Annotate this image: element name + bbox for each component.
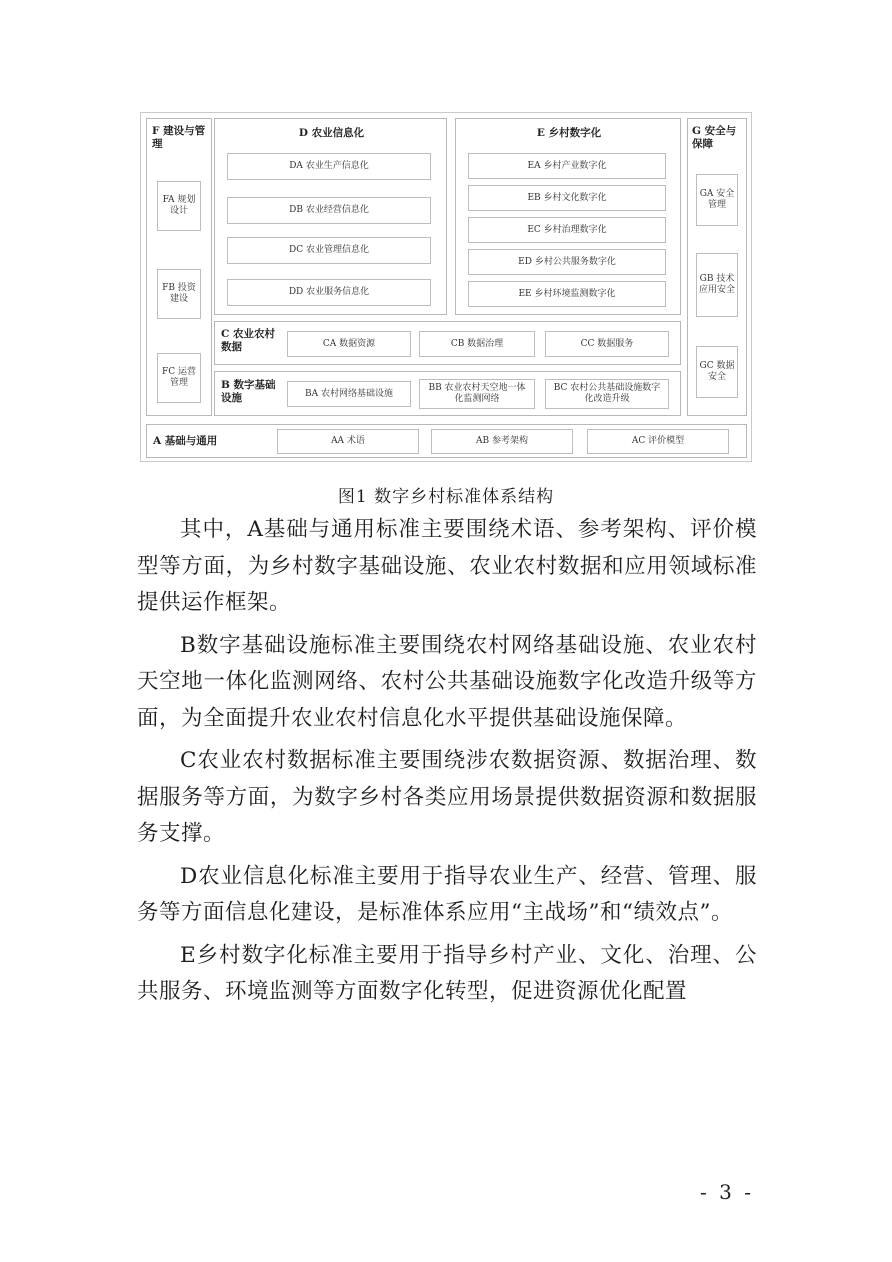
figure-caption: 图1 数字乡村标准体系结构 <box>337 487 555 507</box>
item-dd: DD 农业服务信息化 <box>227 279 431 306</box>
body-text <box>137 512 757 1011</box>
item-ca: CA 数据资源 <box>287 331 411 357</box>
item-dc: DC 农业管理信息化 <box>227 237 431 264</box>
item-cb: CB 数据治理 <box>419 331 535 357</box>
paragraph-b: B数字基础设施标准主要围绕农村网络基础设施、农业农村天空地一体化监测网络、农村公共基础设施数字化改造升级等方面，为全面提升农业农村信息化水平提供基础设施保障。 <box>137 632 757 731</box>
paragraph-a: 其中，A基础与通用标准主要围绕术语、参考架构、评价模型等方面，为乡村数字基础设施、农业农村数据和应用领域标准提供运作框架。 <box>137 517 757 615</box>
item-ga: GA 安全管理 <box>696 174 738 226</box>
group-d <box>214 118 447 315</box>
group-d-title: D 农业信息化 <box>298 127 365 139</box>
item-ba: BA 农村网络基础设施 <box>287 381 411 407</box>
item-ea: EA 乡村产业数字化 <box>468 153 666 179</box>
group-g <box>687 118 747 416</box>
group-f <box>146 118 212 416</box>
group-c <box>214 321 681 365</box>
item-ee: EE 乡村环境监测数字化 <box>468 281 666 307</box>
item-ac: AC 评价模型 <box>587 429 729 454</box>
group-a-title: A 基础与通用 <box>153 435 218 447</box>
group-c-title: C 农业农村数据 <box>221 328 276 353</box>
paragraph-c: C农业农村数据标准主要围绕涉农数据资源、数据治理、数据服务等方面，为数字乡村各类应用场景提供数据资源和数据服务支撑。 <box>137 748 757 846</box>
item-ab: AB 参考架构 <box>431 429 573 454</box>
item-aa: AA 术语 <box>277 429 419 454</box>
page-number: - 3 - <box>700 1180 754 1204</box>
group-b-title: B 数字基础设施 <box>221 379 276 404</box>
group-a <box>146 424 747 458</box>
group-b <box>214 371 681 416</box>
standard-system-diagram <box>140 112 752 462</box>
item-bc: BC 农村公共基础设施数字化改造升级 <box>545 379 669 409</box>
group-e-title: E 乡村数字化 <box>536 127 602 139</box>
item-da: DA 农业生产信息化 <box>227 153 431 180</box>
group-g-title: G 安全与保障 <box>692 125 737 150</box>
item-cc: CC 数据服务 <box>545 331 669 357</box>
group-e <box>455 118 681 315</box>
group-f-title: F 建设与管理 <box>152 125 206 150</box>
item-fc: FC 运营管理 <box>157 353 201 403</box>
paragraph-d: D农业信息化标准主要用于指导农业生产、经营、管理、服务等方面信息化建设，是标准体系应用“主战场”和“绩效点”。 <box>137 863 757 925</box>
item-fa: FA 规划设计 <box>157 181 201 231</box>
item-gc: GC 数据安全 <box>696 346 738 398</box>
paragraph-e: E乡村数字化标准主要用于指导乡村产业、文化、治理、公共服务、环境监测等方面数字化转型，促进资源优化配置 <box>137 942 757 1004</box>
item-bb: BB 农业农村天空地一体化监测网络 <box>419 379 535 409</box>
item-gb: GB 技术应用安全 <box>696 253 738 317</box>
item-ec: EC 乡村治理数字化 <box>468 217 666 243</box>
item-ed: ED 乡村公共服务数字化 <box>468 249 666 275</box>
item-db: DB 农业经营信息化 <box>227 197 431 224</box>
item-fb: FB 投资建设 <box>157 269 201 319</box>
item-eb: EB 乡村文化数字化 <box>468 185 666 211</box>
